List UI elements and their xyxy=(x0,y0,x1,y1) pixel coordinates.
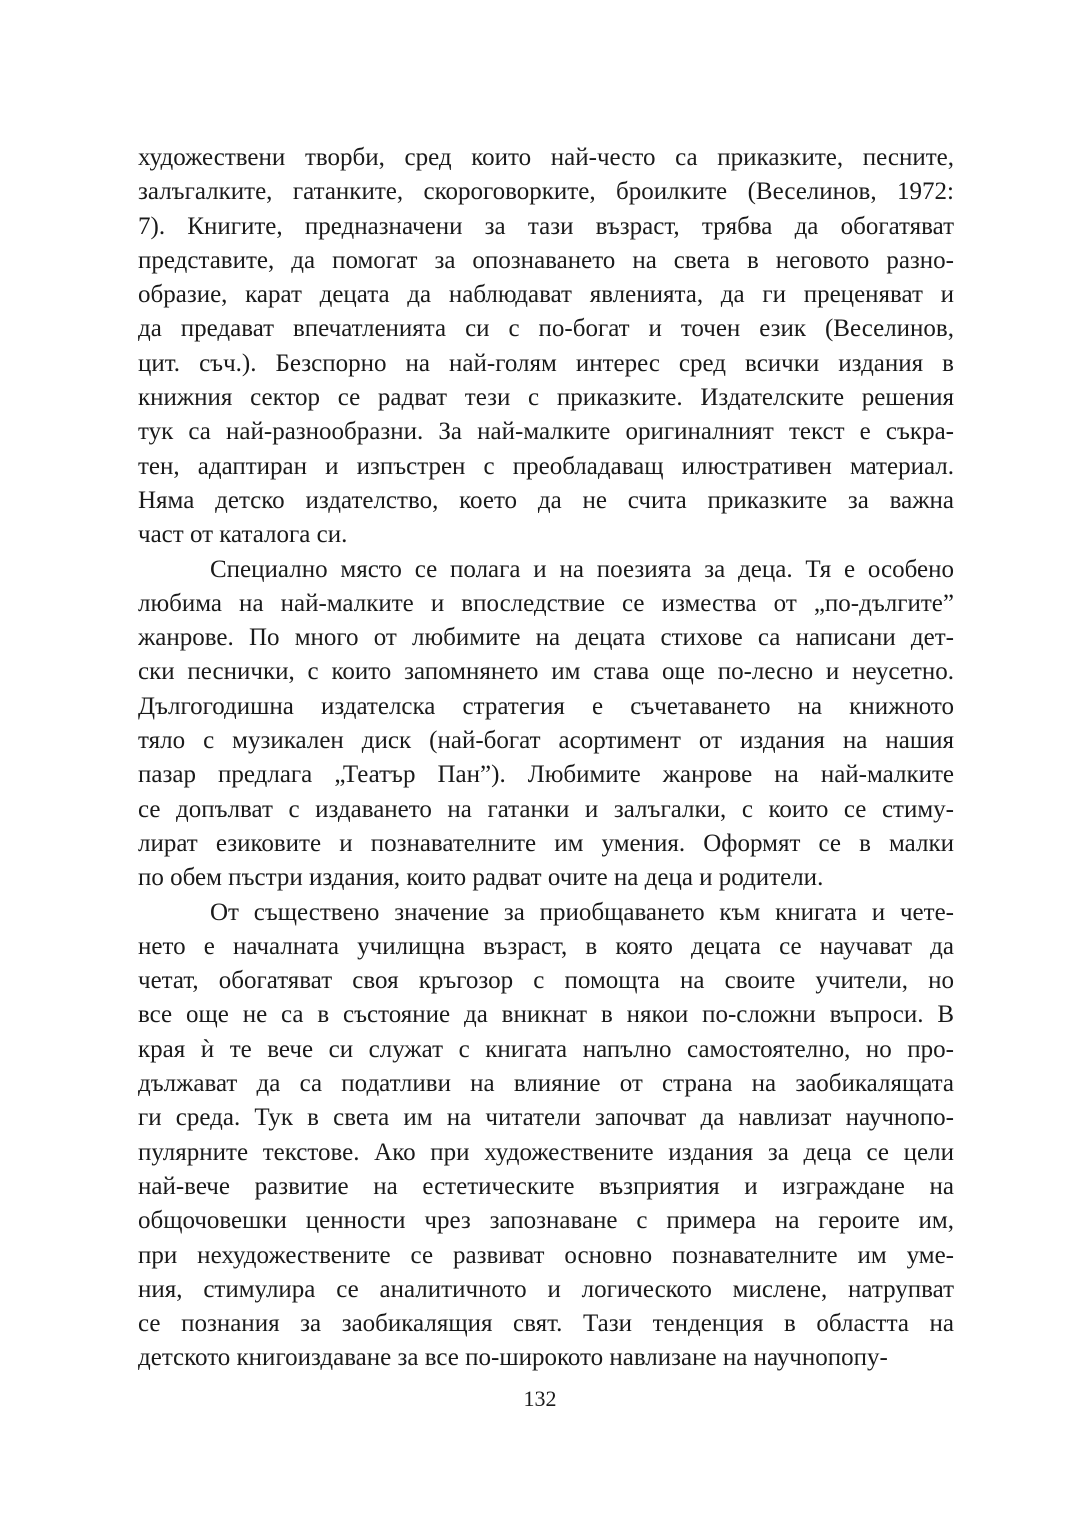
text-line: все още не са в състояние да вникнат в някои по-сложни въпроси. В xyxy=(138,1001,954,1029)
text-line: ски песнички, с които запомнянето им става още по-лесно и неусетно. xyxy=(138,658,954,686)
text-line: пазар предлага „Театър Пан”). Любимите жанрове на най-малките xyxy=(138,761,954,789)
text-line: жанрове. По много от любимите на децата стихове са написани дет- xyxy=(138,624,954,652)
text-line: тук са най-разнообразни. За най-малките оригиналният текст е съкра- xyxy=(138,418,954,446)
text-line: края ѝ те вече си служат с книгата напълно самостоятелно, но про- xyxy=(138,1035,954,1063)
text-line: Няма детско издателство, което да не счита приказките за важна xyxy=(138,486,954,514)
text-line: пулярните текстове. Ако при художествените издания за деца се цели xyxy=(138,1138,954,1166)
text-line: Дългогодишна издателска стратегия е съчетаването на книжното xyxy=(138,692,954,720)
paragraph xyxy=(138,553,954,896)
text-line: дължават да са податливи на влияние от страна на заобикалящата xyxy=(138,1070,954,1098)
text-line: любима на най-малките и впоследствие се измества от „по-дългите” xyxy=(138,589,954,617)
text-line: по обем пъстри издания, които радват очите на деца и родители. xyxy=(138,864,824,892)
text-line: От съществено значение за приобщаването към книгата и чете- xyxy=(210,898,954,926)
text-line: част от каталога си. xyxy=(138,521,348,549)
page-number: 132 xyxy=(523,1386,557,1411)
text-line: залъгалките, гатанките, скороговорките, броилките (Веселинов, 1972: xyxy=(138,178,954,206)
text-line: книжния сектор се радват тези с приказките. Издателските решения xyxy=(138,384,954,412)
text-line: детското книгоиздаване за все по-широкото навлизане на научнопопу- xyxy=(138,1344,888,1372)
text-line: ния, стимулира се аналитичното и логическото мислене, натрупват xyxy=(138,1275,954,1303)
text-line: ги среда. Тук в света им на читатели започват да навлизат научнопо- xyxy=(138,1104,954,1132)
body-text xyxy=(138,141,954,1376)
text-line: нето е началната училищна възраст, в която децата се научават да xyxy=(138,932,954,960)
paragraph xyxy=(138,141,954,553)
text-line: тен, адаптиран и изпъстрен с преобладаващ илюстративен материал. xyxy=(138,452,954,480)
text-line: Специално място се полага и на поезията за деца. Тя е особено xyxy=(210,555,954,583)
text-line: представите, да помогат за опознаването на света в неговото разно- xyxy=(138,246,954,274)
text-line: лират езиковите и познавателните им умения. Оформят се в малки xyxy=(138,829,954,857)
text-line: се допълват с издаването на гатанки и залъгалки, с които се стиму- xyxy=(138,795,954,823)
text-line: при нехудожествените се развиват основно познавателните им уме- xyxy=(138,1241,954,1269)
text-line: най-вече развитие на естетическите възприятия и изграждане на xyxy=(138,1172,954,1200)
text-line: 7). Книгите, предназначени за тази възраст, трябва да обогатяват xyxy=(138,212,954,240)
text-line: да предават впечатленията си с по-богат и точен език (Веселинов, xyxy=(138,315,954,343)
text-line: цит. съч.). Безспорно на най-голям интерес сред всички издания в xyxy=(138,349,954,377)
text-line: тяло с музикален диск (най-богат асортимент от издания на нашия xyxy=(138,727,954,755)
text-line: общочовешки ценности чрез запознаване с примера на героите им, xyxy=(138,1207,954,1235)
text-line: художествени творби, сред които най-често са приказките, песните, xyxy=(138,144,954,171)
paragraph xyxy=(138,896,954,1376)
text-line: четат, обогатяват своя кръгозор с помощта на своите учители, но xyxy=(138,967,954,995)
text-line: се познания за заобикалящия свят. Тази тенденция в областта на xyxy=(138,1310,954,1338)
text-line: образие, карат децата да наблюдават явленията, да ги преценяват и xyxy=(138,281,954,309)
